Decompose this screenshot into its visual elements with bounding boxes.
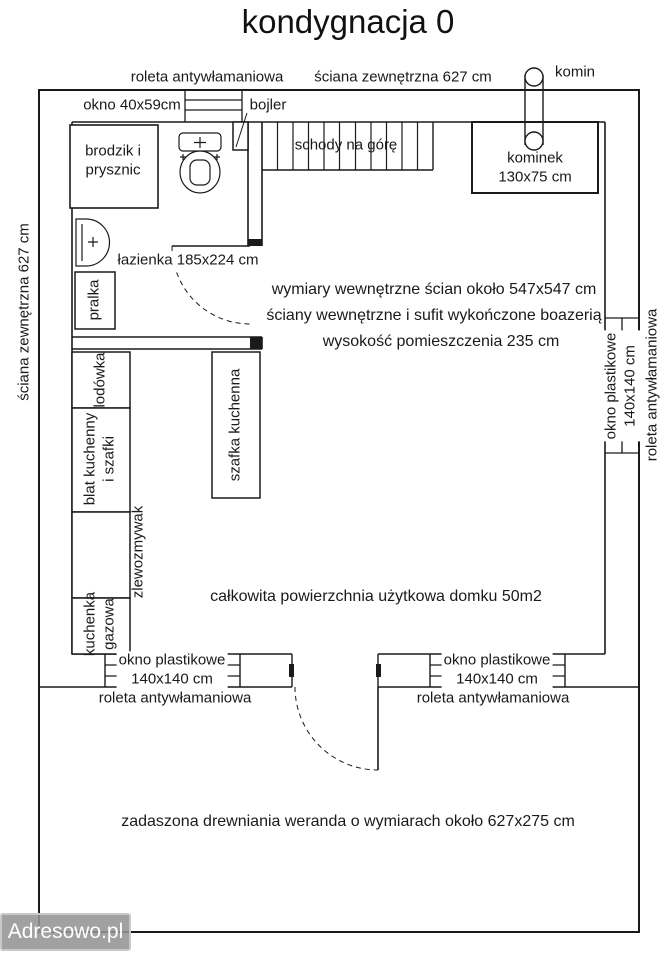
shower-label-line2: prysznic (85, 161, 141, 178)
gas-stove-label-line1: kuchenka (81, 591, 99, 657)
window-right-label (602, 331, 640, 442)
watermark-text: Adresowo.pl (7, 920, 124, 943)
boiler-box (233, 122, 248, 150)
bathroom-south-wall-cap (250, 337, 262, 349)
bathroom-label: łazienka 185x224 cm (117, 251, 259, 269)
toilet-symbol (179, 133, 221, 193)
window-top-symbol (185, 90, 242, 122)
sink-box (72, 512, 130, 598)
chimney-circle-bottom (525, 132, 543, 150)
door-jamb-left (289, 664, 294, 677)
fireplace-label-line2: 130x75 cm (498, 168, 572, 185)
sink-label: zlewozmywak (129, 505, 147, 599)
shutter-top-label: roleta antywłamaniowa (130, 68, 284, 86)
note-dimensions: wymiary wewnętrzne ścian około 547x547 cm (271, 281, 597, 298)
note-height: wysokość pomieszczenia 235 cm (322, 333, 560, 350)
shutter-right-label: roleta antywłamaniowa (643, 308, 661, 462)
window-bottom-right-size: 140x140 cm (442, 670, 553, 689)
window-bottom-left-size: 140x140 cm (117, 670, 228, 689)
kitchen-counter-label-line1: blat kuchenny (81, 412, 99, 506)
window-bottom-right-name: okno plastikowe (443, 651, 551, 669)
bathroom-east-wall-cap (248, 239, 262, 246)
entrance-door-swing-arc (295, 687, 378, 770)
shutter-bottom-left-label: roleta antywłamaniowa (98, 689, 252, 707)
stairs-label: schody na górę (294, 136, 398, 154)
watermark-logo (0, 913, 131, 951)
exterior-wall-top-label: ściana zewnętrzna 627 cm (314, 68, 492, 86)
note-finish: ściany wewnętrzne i sufit wykończone boazerią (266, 307, 602, 324)
shower-label (85, 142, 141, 180)
chimney-symbol (525, 68, 543, 150)
bathroom-east-wall (248, 122, 262, 246)
washbasin-symbol (76, 219, 110, 266)
fireplace-label (498, 149, 571, 187)
window-bottom-left-name: okno plastikowe (118, 651, 226, 669)
door-jamb-right (376, 664, 381, 677)
kitchen-counter-label (81, 413, 119, 506)
kitchen-cabinet-label: szafka kuchenna (226, 368, 244, 482)
fridge-label: lodówka (91, 352, 109, 408)
exterior-wall-left-label: ściana zewnętrzna 627 cm (15, 223, 33, 401)
note-area: całkowita powierzchnia użytkowa domku 50m2 (210, 588, 542, 605)
boiler-label: bojler (249, 96, 287, 114)
shutter-bottom-right-label: roleta antywłamaniowa (416, 689, 570, 707)
chimney-label: komin (554, 63, 596, 81)
shower-label-line1: brodzik i (85, 142, 141, 160)
chimney-circle-top (525, 68, 543, 86)
kitchen-counter-label-line2: i szafki (100, 436, 117, 482)
washing-machine-label: pralka (85, 279, 103, 321)
bathroom-south-wall (72, 337, 262, 349)
window-right-label-name: okno plastikowe (602, 332, 620, 440)
fireplace-label-line1: kominek (507, 149, 563, 167)
gas-stove-label (81, 592, 119, 656)
gas-stove-label-line2: gazowa (100, 598, 117, 650)
page-title: kondygnacja 0 (241, 3, 455, 40)
window-top-label: okno 40x59cm (83, 96, 181, 114)
window-bottom-left-label (117, 651, 228, 689)
window-right-label-size: 140x140 cm (621, 345, 638, 427)
window-bottom-right-label (442, 651, 553, 689)
veranda-label: zadaszona drewniania weranda o wymiarach około 627x275 cm (121, 813, 575, 830)
